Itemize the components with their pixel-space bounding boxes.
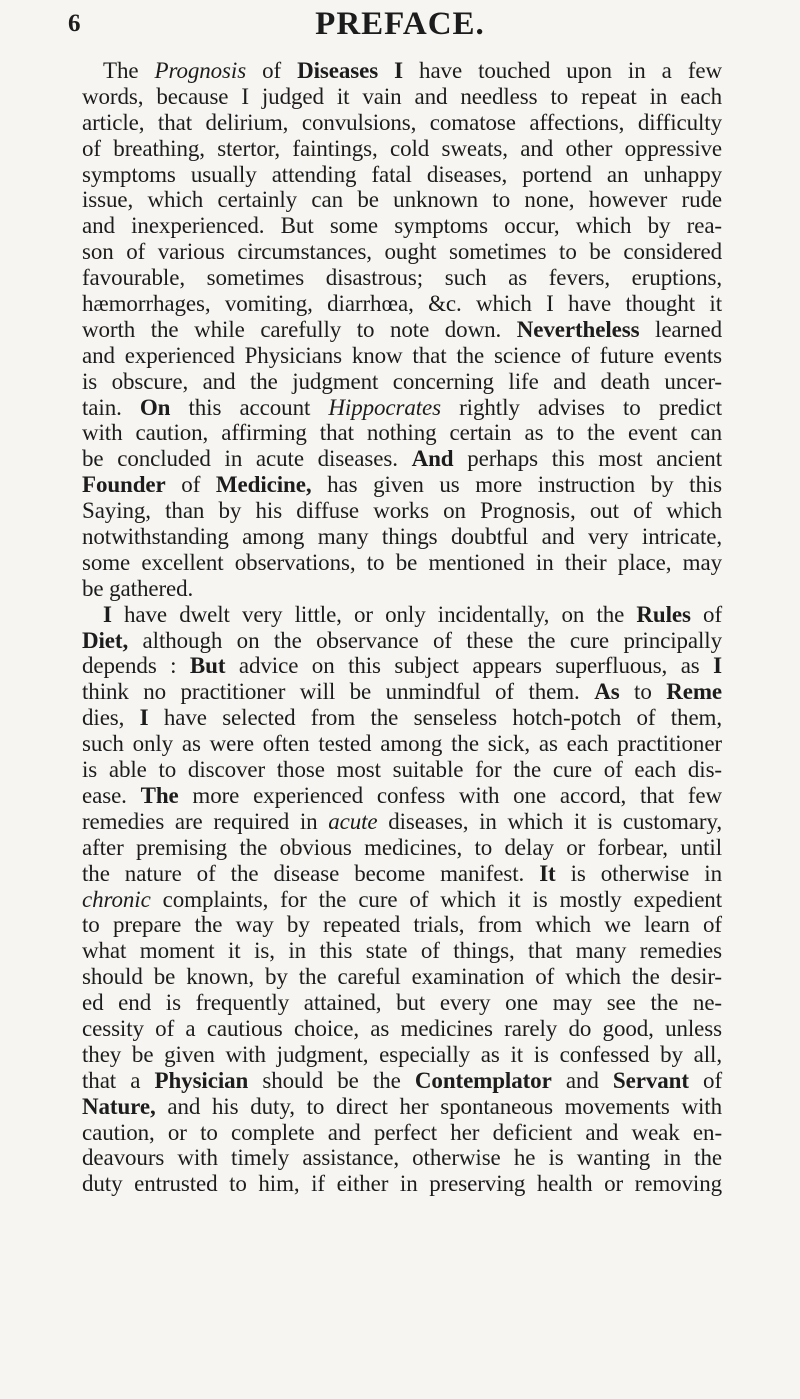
text-line: article, that delirium, convulsions, comatose affections, difficulty [82,109,722,135]
text-line: tain. On this account Hippocrates rightly advises to predict [82,394,722,420]
text-line: dies, I have selected from the senseless hotch-potch of them, [82,705,722,731]
text-line: such only as were often tested among the sick, as each practitioner [82,731,722,757]
text-line: Saying, than by his diffuse works on Prognosis, out of which [82,498,722,524]
text-line: caution, or to complete and perfect her deficient and weak en- [82,1119,722,1145]
text-line: Nature, and his duty, to direct her spontaneous movements with [82,1093,722,1119]
text-line: and inexperienced. But some symptoms occur, which by rea- [82,213,722,239]
text-line: notwithstanding among many things doubtful and very intricate, [82,524,722,550]
text-line: that a Physician should be the Contemplator and Servant of [82,1067,723,1093]
text-line: of breathing, stertor, faintings, cold sweats, and other oppressive [82,135,722,161]
text-line: issue, which certainly can be unknown to none, however rude [82,187,722,213]
text-line: son of various circumstances, ought sometimes to be considered [82,239,722,265]
text-line: I have dwelt very little, or only incidentally, on the Rules of [103,601,723,627]
text-line: Diet, although on the observance of these the cure principally [82,627,722,653]
text-line: what moment it is, in this state of things, that many remedies [82,938,722,964]
text-line: be concluded in acute diseases. And perhaps this most ancient [82,446,722,472]
text-line: some excellent observations, to be mentioned in their place, may [82,549,722,575]
text-line: ed end is frequently attained, but every one may see the ne- [82,990,722,1016]
text-line: is able to discover those most suitable for the cure of each dis- [82,757,722,783]
text-line: they be given with judgment, especially as it is confessed by all, [82,1041,722,1067]
text-line: after premising the obvious medicines, to delay or forbear, until [82,834,722,860]
text-line: remedies are required in acute diseases, in which it is customary, [82,808,722,834]
text-line: be gathered. [82,575,194,601]
running-head: PREFACE. [315,6,485,42]
text-line: think no practitioner will be unmindful of them. As to Reme [82,679,722,705]
text-line: The Prognosis of Diseases I have touched upon in a few [103,58,722,83]
text-line: cessity of a cautious choice, as medicines rarely do good, unless [82,1015,722,1041]
text-body [82,58,722,1197]
text-line: Founder of Medicine, has given us more instruction by this [82,472,722,498]
text-line: is obscure, and the judgment concerning life and death uncer- [82,368,722,394]
text-line: and experienced Physicians know that the science of future events [82,342,722,368]
text-line: words, because I judged it vain and needless to repeat in each [82,83,722,109]
text-line: symptoms usually attending fatal diseases, portend an unhappy [82,161,722,187]
text-line: deavours with timely assistance, otherwise he is wanting in the [82,1145,722,1171]
text-line: hæmorrhages, vomiting, diarrhœa, &c. which I have thought it [82,291,722,317]
text-line: with caution, affirming that nothing certain as to the event can [82,420,722,446]
text-line: to prepare the way by repeated trials, from which we learn of [82,912,722,938]
text-line: duty entrusted to him, if either in preserving health or removing [82,1171,722,1197]
text-line: favourable, sometimes disastrous; such as fevers, eruptions, [82,265,722,291]
page-header [0,6,800,46]
text-line: the nature of the disease become manifest. It is otherwise in [82,860,722,886]
page-number: 6 [68,10,81,37]
text-line: worth the while carefully to note down. Nevertheless learned [82,316,722,342]
text-line: ease. The more experienced confess with one accord, that few [82,782,722,808]
text-line: chronic complaints, for the cure of which it is mostly expedient [82,886,722,912]
text-line: should be known, by the careful examination of which the desir- [82,964,722,990]
text-line: depends : But advice on this subject appears superfluous, as I [82,653,722,679]
